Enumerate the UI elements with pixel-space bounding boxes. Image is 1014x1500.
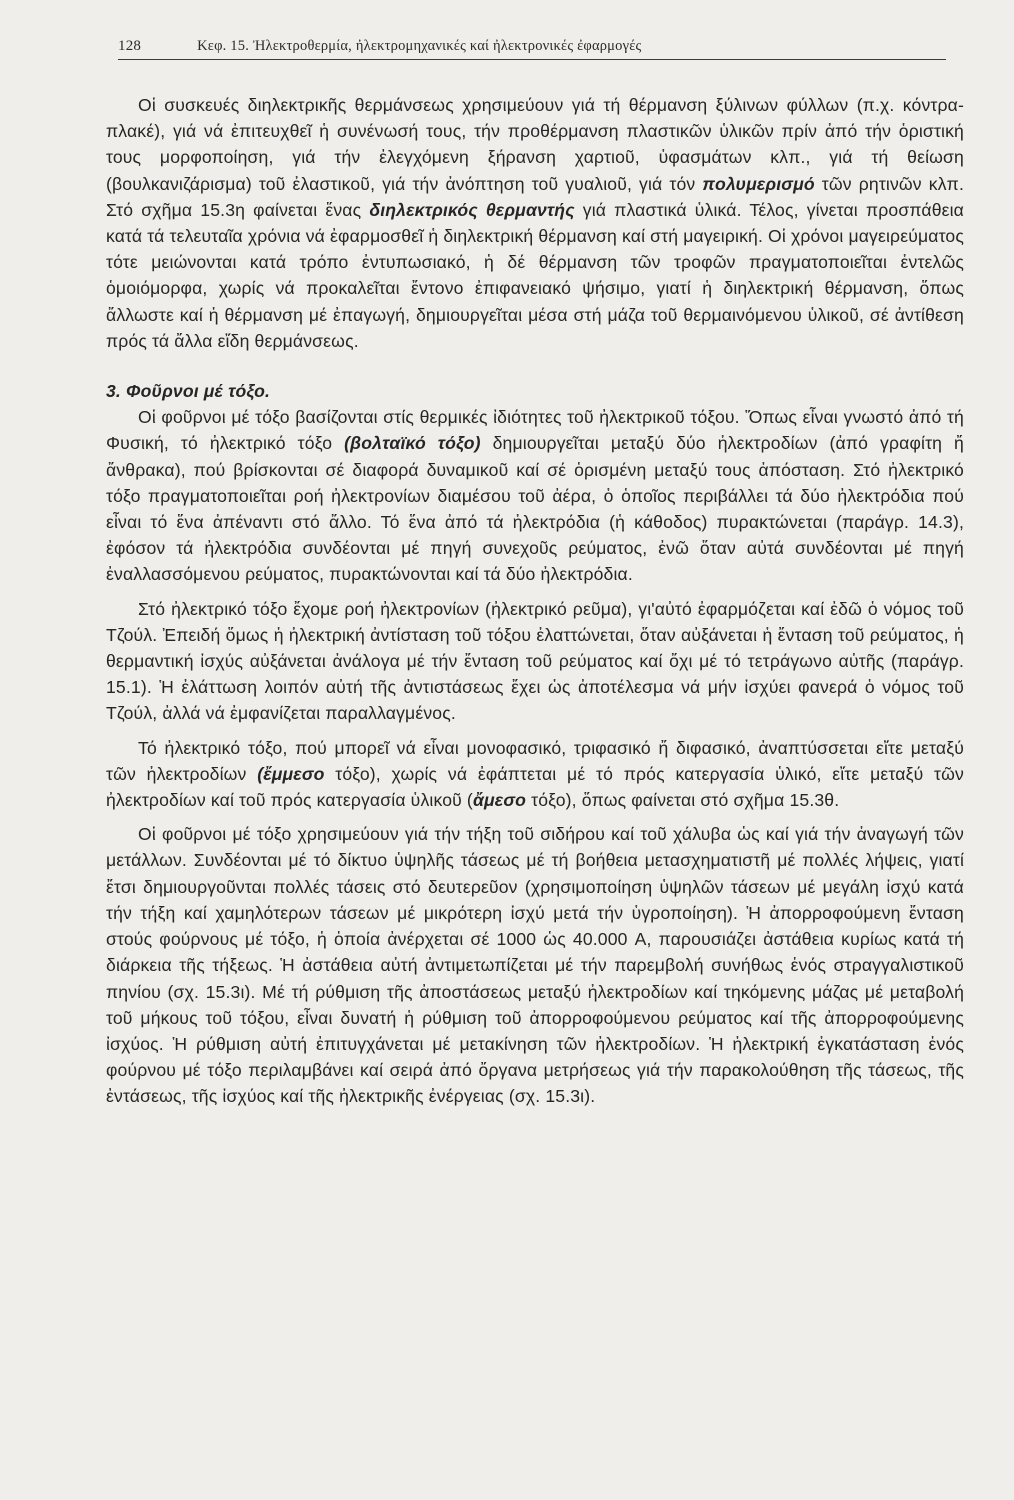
paragraph-arc-furnaces-intro	[106, 404, 964, 587]
text-run: Οἱ συσκευές διηλεκτρικῆς θερμάνσεως χρησιμεύουν γιά τή θέρμανση ξύλινων φύλλων (π.χ. κόντρα-πλακέ), γιά νά ἐπιτευχθεῖ ἡ συνένωσή τους, τήν προθέρμανση πλαστικῶν ὑλικῶν πρίν ἀπό τήν ὁριστική τους μορφοποίηση, γιά τήν ἐλεγχόμενη ξήρανση χαρτιοῦ, ὑφασμάτων κλπ., γιά τή θείωση (βουλκανιζάρισμα) τοῦ ἐλαστικοῦ, γιά τήν ἀνόπτηση τοῦ γυαλιοῦ, γιά τόν	[106, 95, 964, 194]
text-run: Οἱ φοῦρνοι μέ τόξο βασίζονται στίς θερμικές ἰδιότητες τοῦ ἠλεκτρικοῦ τόξου. Ὅπως εἶναι γνωστό ἀπό τή Φυσική, τό ἠλεκτρικό τόξο	[106, 407, 964, 454]
emphasis-term: διηλεκτρικός θερμαντής	[369, 199, 575, 220]
paragraph-dielectric-heating	[106, 92, 964, 354]
section-heading: 3. Φοῦρνοι μέ τόξο.	[106, 381, 271, 402]
text-run: τόξο), ὅπως φαίνεται στό σχῆμα 15.3θ.	[526, 790, 840, 811]
text-run: τόξο), χωρίς νά ἐφάπτεται μέ τό πρός κατεργασία ὑλικό, εἴτε μεταξύ τῶν ἠλεκτροδίων καί τοῦ πρός κατεργασία ὑλικοῦ (	[106, 763, 964, 811]
running-header	[118, 38, 946, 60]
text-run: δημιουργεῖται μεταξύ δύο ἠλεκτροδίων (ἀπό γραφίτη ἤ ἄνθρακα), πού βρίσκονται σέ διαφορά δυναμικοῦ καί σέ ὁρισμένη μεταξύ τους ἀπόσταση. Στό ἠλεκτρικό τόξο πραγματοποιεῖται ροή ἠλεκτρονίων διαμέσου τοῦ ἀέρα, ὁ ὁποῖος περιβάλλει τά δύο ἠλεκτρόδια πού εἶναι τό ἕνα ἀπέναντι στό ἄλλο. Τό ἕνα ἀπό τά ἠλεκτρόδια (ἡ κάθοδος) πυρακτώνεται (παράγρ. 14.3), ἐφόσον τά ἠλεκτρόδια συνδέονται μέ πηγή συνεχοῦς ρεύματος, ἐνῶ ὅταν αὐτά συνδέονται μέ πηγή ἐναλλασσόμενου ρεύματος, πυρακτώνονται καί τά δύο ἠλεκτρόδια.	[106, 433, 964, 585]
emphasis-term: (ἔμμεσο	[257, 763, 325, 784]
body-text	[106, 92, 964, 1110]
text-run: γιά πλαστικά ὑλικά. Τέλος, γίνεται προσπάθεια κατά τά τελευταῖα χρόνια νά ἐφαρμοσθεῖ ἡ διηλεκτρική θέρμανση καί στή μαγειρική. Οἱ χρόνοι μαγειρεύματος τότε μειώνονται κατά τρόπο ἐντυπωσιακό, ἡ δέ θέρμανση τῶν τροφῶν πραγματοποιεῖται ἐντελῶς ὁμοιόμορφα, χωρίς νά προκαλεῖται ἔντονο ἐπιφανειακό ψήσιμο, γιατί ἡ διηλεκτρική θέρμανση, ὅπως ἄλλωστε καί ἡ θέρμανση μέ ἐπαγωγή, δημιουργεῖται μέσα στή μάζα τοῦ θερμαινόμενου ὑλικοῦ, σέ ἀντίθεση πρός τά ἄλλα εἴδη θερμάνσεως.	[106, 199, 964, 351]
paragraph-arc-furnace-uses: Οἱ φοῦρνοι μέ τόξο χρησιμεύουν γιά τήν τήξη τοῦ σιδήρου καί τοῦ χάλυβα ὡς καί γιά τήν ἀναγωγή τῶν μετάλλων. Συνδέονται μέ τό δίκτυο ὑψηλῆς τάσεως μέ τή βοήθεια μετασχηματιστῆ μέ πολλές λήψεις, γιατί ἔτσι δημιουργοῦνται πολλές τάσεις στό δευτερεῦον (χρησιμοποίηση ὑψηλῶν τάσεων μέ μεγάλη ἰσχύ κατά τήν τήξη καί χαμηλότερων τάσεων μέ μικρότερη ἰσχύ μετά τήν ὑγροποίηση). Ἡ ἀπορροφούμενη ἔνταση στούς φούρνους μέ τόξο, ἡ ὁποία ἀνέρχεται σέ 1000 ὡς 40.000 A, παρουσιάζει ἀστάθεια κυρίως κατά τή διάρκεια τῆς τήξεως. Ἡ ἀστάθεια αὐτή ἀντιμετωπίζεται μέ τήν παρεμβολή συνήθως ἑνός στραγγαλιστικοῦ πηνίου (σχ. 15.3ι). Μέ τή ρύθμιση τῆς ἀποστάσεως μεταξύ ἠλεκτροδίων καί τηκόμενης μάζας μέ μεταβολή τοῦ μήκους τοῦ τόξου, εἶναι δυνατή ἡ ρύθμιση τοῦ ἀπορροφούμενου ρεύματος καί τῆς ἀπορροφούμενης ἰσχύος. Ἡ ρύθμιση αὐτή ἐπιτυγχάνεται μέ μετακίνηση τῶν ἠλεκτροδίων. Ἡ ἠλεκτρική ἐγκατάσταση ἑνός φούρνου μέ τόξο περιλαμβάνει καί σειρά ἀπό ὄργανα μετρήσεως γιά τήν παρακολούθηση τῆς τάσεως, τῆς ἐντάσεως, τῆς ἰσχύος καί τῆς ἠλεκτρικῆς ἐνέργειας (σχ. 15.3ι).	[106, 824, 964, 1107]
text-run: τῶν ρητινῶν κλπ. Στό σχῆμα 15.3η φαίνεται ἕνας	[106, 173, 964, 220]
chapter-title: Κεφ. 15. Ἠλεκτροθερμία, ἠλεκτρομηχανικές καί ἠλεκτρονικές ἐφαρμογές	[197, 38, 642, 54]
emphasis-term: (βολταϊκό τόξο)	[344, 433, 481, 454]
paragraph-joule-law: Στό ἠλεκτρικό τόξο ἔχομε ροή ἠλεκτρονίων (ἠλεκτρικό ρεῦμα), γι'αὐτό ἐφαρμόζεται καί ἐδῶ ὁ νόμος τοῦ Τζούλ. Ἐπειδή ὅμως ἡ ἠλεκτρική ἀντίσταση τοῦ τόξου ἐλαττώνεται, ὅταν αὐξάνεται ἡ ἔνταση τοῦ ρεύματος, ἡ θερμαντική ἰσχύς αὐξάνεται ἀνάλογα μέ τήν ἔνταση τοῦ ρεύματος καί ὄχι μέ τό τετράγωνο αὐτῆς (παράγρ. 15.1). Ἡ ἐλάττωση λοιπόν αὐτή τῆς ἀντιστάσεως ἔχει ὡς ἀποτέλεσμα νά μήν ἰσχύει φανερά ὁ νόμος τοῦ Τζούλ, ἀλλά νά ἐμφανίζεται παραλλαγμένος.	[106, 598, 964, 724]
text-run: Τό ἠλεκτρικό τόξο, πού μπορεῖ νά εἶναι μονοφασικό, τριφασικό ἤ διφασικό, ἀναπτύσσεται εἴτε μεταξύ τῶν ἠλεκτροδίων	[106, 737, 964, 784]
page-number: 128	[118, 38, 142, 54]
paragraph-arc-types	[106, 735, 964, 814]
emphasis-term: πολυμερισμό	[702, 173, 815, 194]
emphasis-term: ἄμεσο	[472, 790, 527, 811]
